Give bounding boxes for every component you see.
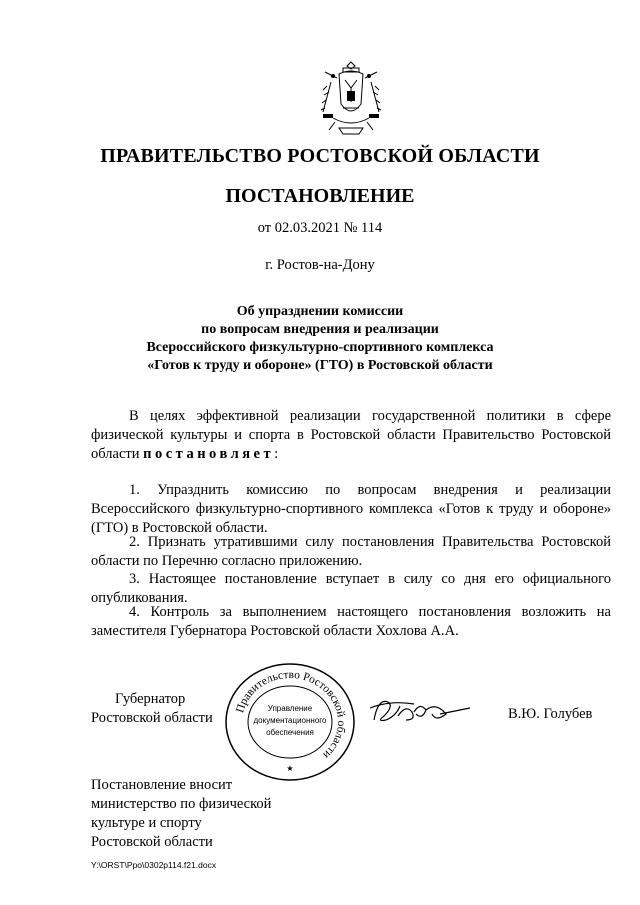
preamble-text: В целях эффективной реализации государственной политики в сфере физической культуры и спорта в Ростовской области Правительство Ростовской области	[91, 408, 611, 462]
note-line: культуре и спорту	[91, 815, 202, 831]
handwritten-signature	[368, 690, 478, 730]
file-path: Y:\ORST\Ppo\0302p114.f21.docx	[91, 860, 217, 870]
subject-line: по вопросам внедрения и реализации	[201, 322, 439, 337]
note-line: министерство по физической	[91, 796, 272, 812]
preamble	[91, 407, 611, 464]
signatory-name: В.Ю. Голубев	[508, 706, 593, 722]
official-stamp	[222, 661, 358, 783]
stamp-ring-text: Правительство Ростовской области	[234, 668, 348, 761]
signatory-title-line2: Ростовской области	[91, 710, 213, 726]
signatory-title-line1: Губернатор	[115, 691, 186, 707]
stamp-inner-line: документационного	[253, 716, 327, 725]
preamble-verb: постановляет	[143, 446, 275, 462]
submission-note	[91, 776, 271, 852]
document-subject	[0, 303, 640, 375]
note-line: Постановление вносит	[91, 777, 233, 793]
date-number: от 02.03.2021 № 114	[257, 220, 383, 236]
stamp-inner-line: обеспечения	[266, 728, 314, 737]
svg-text:Правительство Ростовской облас	[234, 669, 347, 761]
government-name: ПРАВИТЕЛЬСТВО РОСТОВСКОЙ ОБЛАСТИ	[100, 145, 540, 167]
city: г. Ростов-на-Дону	[265, 257, 375, 273]
note-line: Ростовской области	[91, 834, 213, 850]
item-4: 4. Контроль за выполнением настоящего постановления возложить на заместителя Губернатора Ростовской области Хохлова А.А.	[91, 604, 611, 639]
svg-text:★: ★	[286, 764, 294, 773]
signatory-title	[91, 690, 213, 728]
subject-line: «Готов к труду и обороне» (ГТО) в Ростовской области	[147, 358, 493, 373]
item-1: 1. Упразднить комиссию по вопросам внедрения и реализации Всероссийского физкультурно-спортивного комплекса «Готов к труду и обороне» (ГТО) в Ростовской области.	[91, 482, 611, 536]
item-2: 2. Признать утратившими силу постановления Правительства Ростовской области по Перечню согласно приложению.	[91, 534, 611, 569]
preamble-colon: :	[274, 446, 279, 462]
stamp-inner-line: Управление	[267, 704, 313, 713]
subject-line: Всероссийского физкультурно-спортивного комплекса	[146, 340, 494, 355]
item-3: 3. Настоящее постановление вступает в силу со дня его официального опубликования.	[91, 571, 611, 606]
coat-of-arms-icon	[313, 58, 389, 138]
document-type: ПОСТАНОВЛЕНИЕ	[225, 185, 415, 207]
subject-line: Об упразднении комиссии	[236, 304, 404, 319]
